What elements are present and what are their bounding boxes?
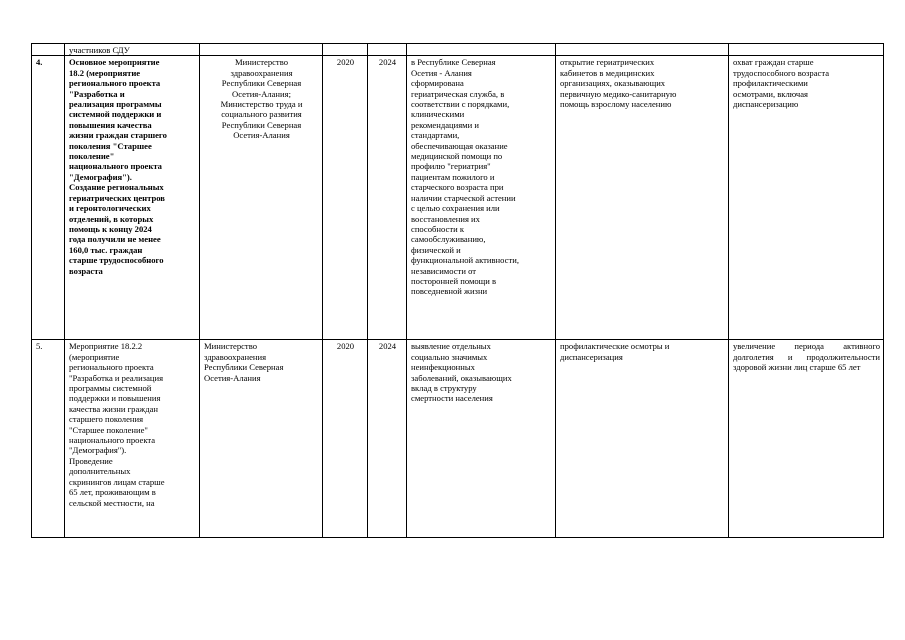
event-cell: Основное мероприятие 18.2 (мероприятие регионального проекта "Разработка и реализация программы системной поддержки и повышения качества жизни граждан старшего поколения "Старшее поколение" национального проекта "Демография"). Создание региональных гериатрических центров и геронтологических отделений, в которых помощь к концу 2024 года получили не менее 160,0 тыс. граждан старше трудоспособного возраста [65, 56, 200, 340]
end-year-cell: 2024 [368, 56, 407, 340]
measures-cell: профилактические осмотры и диспансеризация [556, 340, 729, 538]
end-year-cell [368, 44, 407, 56]
indicator-cell [729, 44, 884, 56]
start-year-cell [323, 44, 368, 56]
start-year-cell: 2020 [323, 56, 368, 340]
program-events-table [31, 43, 884, 538]
end-year-cell: 2024 [368, 340, 407, 538]
indicator-cell: охват граждан старше трудоспособного возраста профилактическими осмотрами, включая диспансеризацию [729, 56, 884, 340]
table-row [32, 44, 884, 56]
row-number: 4. [32, 56, 65, 340]
executor-cell: Министерство здравоохранения Республики Северная Осетия-Алания [200, 340, 323, 538]
result-cell: в Республике Северная Осетия - Алания сформирована гериатрическая служба, в соответствии с порядками, клиническими рекомендациями и стандартами, обеспечивающая оказание медицинской помощи по профилю "гериатрия" пациентам пожилого и старческого возраста при наличии старческой астении с целью сохранения или восстановления их способности к самообслуживанию, физической и функциональной активности, независимости от посторонней помощи в повседневной жизни [407, 56, 556, 340]
table-row [32, 340, 884, 538]
row-number [32, 44, 65, 56]
row-number: 5. [32, 340, 65, 538]
measures-cell [556, 44, 729, 56]
table-row [32, 56, 884, 340]
executor-cell: Министерство здравоохранения Республики Северная Осетия-Алания; Министерство труда и социального развития Республики Северная Осетия-Алания [200, 56, 323, 340]
event-cell: Мероприятие 18.2.2 (мероприятие регионального проекта "Разработка и реализация программы системной поддержки и повышения качества жизни граждан старшего поколения "Старшее поколение" национального проекта "Демография"). Проведение дополнительных скринингов лицам старше 65 лет, проживающим в сельской местности, на [65, 340, 200, 538]
executor-cell [200, 44, 323, 56]
start-year-cell: 2020 [323, 340, 368, 538]
result-cell: выявление отдельных социально значимых неинфекционных заболеваний, оказывающих вклад в структуру смертности населения [407, 340, 556, 538]
result-cell [407, 44, 556, 56]
event-cell: участников СДУ [65, 44, 200, 56]
indicator-cell: увеличение периода активного долголетия и продолжительности здоровой жизни лиц старше 65 лет [729, 340, 884, 538]
measures-cell: открытие гериатрических кабинетов в медицинских организациях, оказывающих первичную медико-санитарную помощь взрослому населению [556, 56, 729, 340]
